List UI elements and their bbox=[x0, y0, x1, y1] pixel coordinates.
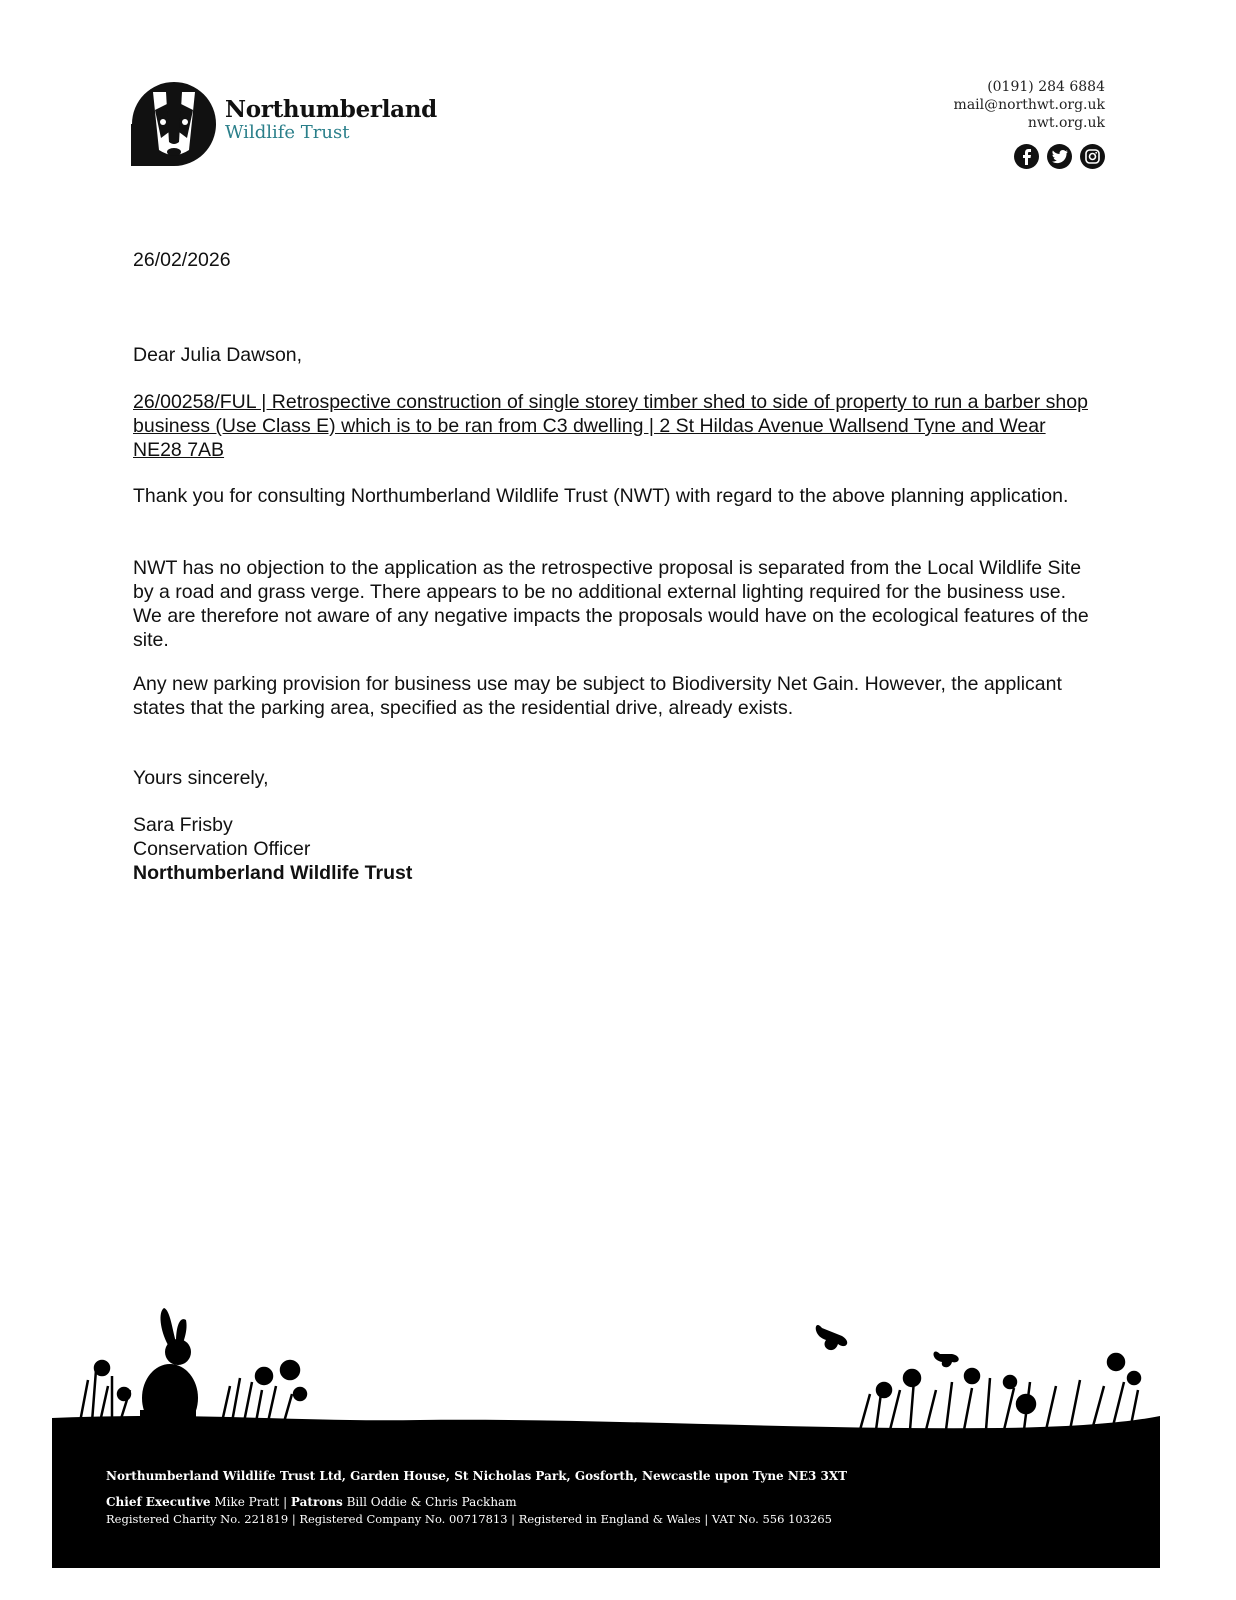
ceo-label: Chief Executive bbox=[106, 1495, 211, 1509]
signatory-name: Sara Frisby bbox=[133, 814, 233, 836]
footer-silhouette bbox=[0, 1290, 1236, 1600]
signatory-title: Conservation Officer bbox=[133, 838, 311, 860]
social-links bbox=[1014, 144, 1105, 169]
planning-reference: 26/00258/FUL | Retrospective construction of single storey timber shed to side of property to run a barber shop business (Use Class E) which is to be ran from C3 dwelling | 2 St Hildas Avenue Wallsend Tyne and Wear NE28 7AB bbox=[133, 391, 1088, 461]
paragraph-biodiversity: Any new parking provision for business use may be subject to Biodiversity Net Gain. However, the applicant states that the parking area, specified as the residential drive, already exists. bbox=[133, 673, 1062, 719]
footer-address: Northumberland Wildlife Trust Ltd, Garden House, St Nicholas Park, Gosforth, Newcastle upon Tyne NE3 3XT bbox=[106, 1469, 848, 1483]
logo bbox=[131, 80, 437, 170]
closing: Yours sincerely, bbox=[133, 767, 269, 789]
facebook-icon[interactable] bbox=[1014, 144, 1039, 169]
patrons-names: Bill Oddie & Chris Packham bbox=[346, 1495, 517, 1509]
contact-block bbox=[954, 78, 1105, 132]
badger-logo-icon bbox=[131, 80, 217, 168]
letter-date: 26/02/2026 bbox=[133, 249, 231, 271]
paragraph-no-objection: NWT has no objection to the application as the retrospective proposal is separated from the Local Wildlife Site by a road and grass verge. There appears to be no additional external lighting required for the business use. We are therefore not aware of any negative impacts the proposals would have on the ecological features of the site. bbox=[133, 557, 1089, 651]
footer-people bbox=[106, 1495, 517, 1509]
footer-registration: Registered Charity No. 221819 | Registered Company No. 00717813 | Registered in England & Wales | VAT No. 556 103265 bbox=[106, 1512, 832, 1526]
instagram-icon[interactable] bbox=[1080, 144, 1105, 169]
website-link[interactable]: nwt.org.uk bbox=[1027, 115, 1105, 131]
signature-block bbox=[133, 813, 1093, 885]
salutation: Dear Julia Dawson, bbox=[133, 344, 303, 366]
phone-number: (0191) 284 6884 bbox=[987, 79, 1105, 95]
grass-right bbox=[860, 1354, 1140, 1430]
patrons-label: Patrons bbox=[290, 1495, 343, 1509]
email-link[interactable]: mail@northwt.org.uk bbox=[953, 97, 1105, 113]
twitter-icon[interactable] bbox=[1047, 144, 1072, 169]
hare-icon bbox=[140, 1308, 198, 1432]
signatory-org: Northumberland Wildlife Trust bbox=[133, 862, 413, 884]
butterfly-icon bbox=[816, 1325, 959, 1367]
logo-subtitle: Wildlife Trust bbox=[225, 122, 350, 143]
paragraph-consultation: Thank you for consulting Northumberland Wildlife Trust (NWT) with regard to the above planning application. bbox=[133, 485, 1069, 507]
logo-title: Northumberland bbox=[225, 96, 437, 123]
footer-divider: | bbox=[283, 1495, 291, 1509]
ceo-name: Mike Pratt bbox=[214, 1495, 280, 1509]
